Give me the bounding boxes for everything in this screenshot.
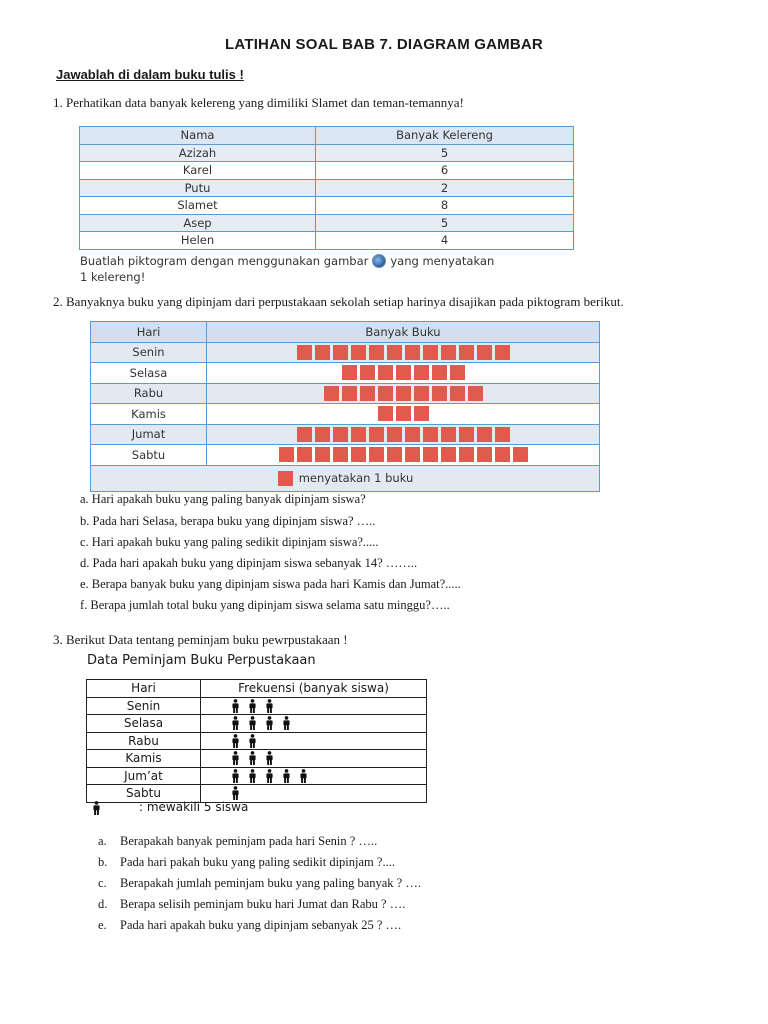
table-header-row [80,127,574,145]
pictogram-legend [92,800,248,815]
person-icon [231,716,240,730]
book-icon [342,365,357,380]
marble-icon [372,254,386,268]
book-icons [207,404,600,425]
person-icon [248,734,257,748]
person-icons [201,715,427,733]
book-icon [387,447,402,462]
book-icon [459,447,474,462]
day-label: Kamis [91,404,207,425]
book-icon [477,427,492,442]
instruction: Jawablah di dalam buku tulis ! [56,67,244,82]
book-icon [369,447,384,462]
book-icon [432,365,447,380]
book-icon [387,427,402,442]
pictogram-row [91,445,600,466]
day-label: Rabu [87,732,201,750]
marble-table [79,126,574,250]
header-marbles: Banyak Kelereng [316,127,574,145]
q3-question-e: e. Pada hari apakah buku yang dipinjam sebanyak 25 ? …. [98,918,402,932]
book-icon [324,386,339,401]
pictogram-row [87,767,427,785]
day-label: Senin [91,342,207,363]
person-icon [231,786,240,800]
cell-value: 6 [316,162,574,180]
book-icons [207,363,600,384]
book-icons [207,342,600,363]
person-icon [265,751,274,765]
book-icon [459,427,474,442]
cell-name: Putu [80,179,316,197]
person-icon [231,699,240,713]
question-3: 3. Berikut Data tentang peminjam buku pewrpustakaan ! [53,632,348,647]
person-icons [201,732,427,750]
header-day: Hari [87,680,201,698]
book-icon [432,386,447,401]
cell-name: Karel [80,162,316,180]
header-name: Nama [80,127,316,145]
book-icon [396,365,411,380]
person-icons [201,697,427,715]
q3-question-d: d. Berapa selisih peminjam buku hari Jumat dan Rabu ? …. [98,897,406,911]
book-icon [396,386,411,401]
q2-question-b: b. Pada hari Selasa, berapa buku yang dipinjam siswa? ….. [80,514,376,528]
person-icon [265,716,274,730]
book-icon [405,345,420,360]
book-icon [441,427,456,442]
table-title: Data Peminjam Buku Perpustakaan [87,653,316,668]
book-icon [423,345,438,360]
book-icon [414,386,429,401]
book-icon [405,427,420,442]
legend-text: menyatakan 1 buku [298,471,414,485]
table-row [80,197,574,215]
book-icon [351,447,366,462]
pictogram-row [87,732,427,750]
day-label: Jum’at [87,767,201,785]
table-row [80,179,574,197]
person-icon [92,801,101,815]
page-title: LATIHAN SOAL BAB 7. DIAGRAM GAMBAR [225,36,543,53]
book-icon [360,386,375,401]
q3-question-a: a. Berapakah banyak peminjam pada hari Senin ? ….. [98,834,378,848]
q3-question-b: b. Pada hari pakah buku yang paling sedikit dipinjam ?.... [98,855,395,869]
book-icon [333,447,348,462]
day-label: Jumat [91,424,207,445]
cell-name: Slamet [80,197,316,215]
book-icon [468,386,483,401]
day-label: Selasa [87,715,201,733]
book-icon [315,447,330,462]
book-icon [495,447,510,462]
book-icon [405,447,420,462]
cell-value: 2 [316,179,574,197]
book-icon [297,427,312,442]
book-icon [513,447,528,462]
pictogram-row [91,363,600,384]
book-icon [459,345,474,360]
book-icon [396,406,411,421]
book-icon [423,427,438,442]
borrowers-pictogram [86,679,427,803]
q2-question-c: c. Hari apakah buku yang paling sedikit dipinjam siswa?..... [80,535,379,549]
table-row [80,162,574,180]
cell-value: 8 [316,197,574,215]
question-2: 2. Banyaknya buku yang dipinjam dari perpustakaan sekolah setiap harinya disajikan pada piktogram berikut. [53,294,624,309]
person-icon [248,716,257,730]
note-text-b: yang menyatakan [390,254,495,268]
cell-value: 4 [316,232,574,250]
table-row [80,232,574,250]
person-icon [231,769,240,783]
person-icon [248,699,257,713]
person-icon [265,769,274,783]
book-icon [351,345,366,360]
book-icon [495,427,510,442]
books-pictogram [90,321,600,492]
day-label: Rabu [91,383,207,404]
day-label: Senin [87,697,201,715]
book-icon [423,447,438,462]
pictogram-row [87,715,427,733]
book-icons [207,445,600,466]
cell-value: 5 [316,144,574,162]
pictogram-row [87,750,427,768]
cell-name: Azizah [80,144,316,162]
question-1: 1. Perhatikan data banyak kelereng yang dimiliki Slamet dan teman-temannya! [53,95,464,110]
book-icon [378,406,393,421]
book-icon [369,427,384,442]
book-icon [369,345,384,360]
book-icon [378,365,393,380]
header-books: Banyak Buku [207,322,600,343]
pictogram-instruction [80,253,494,285]
pictogram-row [91,424,600,445]
pictogram-header-row [91,322,600,343]
book-icon [414,406,429,421]
book-icons [207,383,600,404]
book-icon [333,345,348,360]
book-icon [477,447,492,462]
q3-question-c: c. Berapakah jumlah peminjam buku yang paling banyak ? …. [98,876,421,890]
day-label: Kamis [87,750,201,768]
book-icon [450,386,465,401]
book-icon [387,345,402,360]
pictogram-row [91,383,600,404]
person-icon [231,751,240,765]
day-label: Selasa [91,363,207,384]
book-icon [342,386,357,401]
pictogram-header-row [87,680,427,698]
book-icon [278,471,293,486]
q2-question-f: f. Berapa jumlah total buku yang dipinjam siswa selama satu minggu?….. [80,598,450,612]
pictogram-row [91,404,600,425]
header-day: Hari [91,322,207,343]
cell-name: Helen [80,232,316,250]
person-icons [201,750,427,768]
book-icon [477,345,492,360]
book-icon [297,447,312,462]
book-icon [315,345,330,360]
cell-value: 5 [316,214,574,232]
header-frequency: Frekuensi (banyak siswa) [201,680,427,698]
person-icon [265,699,274,713]
book-icon [360,365,375,380]
note-text-c: 1 kelereng! [80,270,146,284]
pictogram-row [87,697,427,715]
day-label: Sabtu [91,445,207,466]
person-icon [248,751,257,765]
q2-question-d: d. Pada hari apakah buku yang dipinjam siswa sebanyak 14? …….. [80,556,418,570]
book-icon [414,365,429,380]
book-icon [315,427,330,442]
book-icons [207,424,600,445]
book-icon [495,345,510,360]
pictogram-legend [91,465,600,491]
person-icon [282,769,291,783]
book-icon [333,427,348,442]
q2-question-e: e. Berapa banyak buku yang dipinjam siswa pada hari Kamis dan Jumat?..... [80,577,461,591]
book-icon [441,345,456,360]
person-icon [248,769,257,783]
book-icon [351,427,366,442]
book-icon [279,447,294,462]
person-icon [299,769,308,783]
cell-name: Asep [80,214,316,232]
book-icon [297,345,312,360]
legend-text: : mewakili 5 siswa [139,800,249,814]
pictogram-row [91,342,600,363]
person-icons [201,767,427,785]
person-icon [231,734,240,748]
table-row [80,144,574,162]
book-icon [378,386,393,401]
day-label: Sabtu [87,785,201,803]
book-icon [450,365,465,380]
book-icon [441,447,456,462]
table-row [80,214,574,232]
person-icon [282,716,291,730]
note-text-a: Buatlah piktogram dengan menggunakan gambar [80,254,369,268]
q2-question-a: a. Hari apakah buku yang paling banyak dipinjam siswa? [80,492,366,506]
